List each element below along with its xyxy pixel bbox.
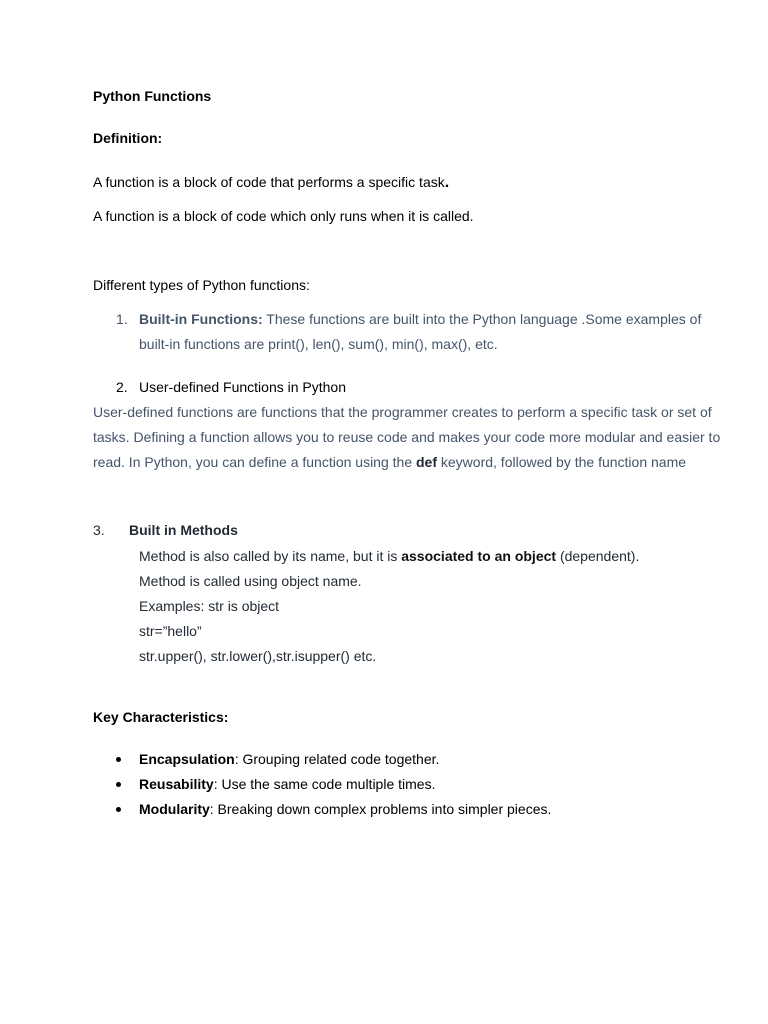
definition-heading: Definition:	[93, 130, 163, 146]
characteristic-desc: : Use the same code multiple times.	[213, 776, 436, 792]
methods-line-1	[139, 548, 639, 564]
builtin-functions-label: Built-in Functions:	[139, 311, 263, 327]
characteristic-term: Modularity	[139, 801, 210, 817]
characteristic-desc: : Grouping related code together.	[234, 751, 440, 767]
bullet-icon	[116, 757, 121, 762]
methods-line-1-bold: associated to an object	[401, 548, 557, 564]
builtin-methods-label: Built in Methods	[129, 522, 238, 538]
user-defined-para-line-3	[93, 454, 686, 470]
bullet-icon	[116, 782, 121, 787]
key-characteristics-heading: Key Characteristics:	[93, 709, 229, 725]
builtin-functions-text-2: built-in functions are print(), len(), sum(), min(), max(), etc.	[139, 336, 498, 352]
user-defined-para-line-3-a: read. In Python, you can define a function using the	[93, 454, 416, 470]
methods-line-1-a: Method is also called by its name, but it is	[139, 548, 402, 564]
list-item	[139, 776, 435, 792]
definition-line-1-text: A function is a block of code that performs a specific task	[93, 174, 445, 190]
user-defined-label: User-defined Functions in Python	[139, 379, 346, 395]
methods-line-2: Method is called using object name.	[139, 573, 362, 589]
methods-line-1-b: (dependent).	[556, 548, 640, 564]
def-keyword: def	[416, 454, 437, 470]
definition-line-1	[93, 174, 449, 191]
page-title: Python Functions	[93, 88, 212, 104]
user-defined-para-line-3-b: keyword, followed by the function name	[437, 454, 687, 470]
definition-line-1-period: .	[444, 174, 450, 191]
bullet-icon	[116, 807, 121, 812]
characteristic-desc: : Breaking down complex problems into simpler pieces.	[209, 801, 552, 817]
types-intro: Different types of Python functions:	[93, 277, 310, 293]
characteristic-term: Reusability	[139, 776, 214, 792]
list-number-3: 3.	[93, 522, 105, 538]
user-defined-para-line-1: User-defined functions are functions that the programmer creates to perform a specific task or set of	[93, 404, 712, 420]
builtin-functions-text-1: These functions are built into the Python language .Some examples of	[262, 311, 702, 327]
methods-line-4: str=”hello”	[139, 623, 202, 639]
characteristic-term: Encapsulation	[139, 751, 235, 767]
list-number-2: 2.	[116, 379, 128, 395]
methods-line-5: str.upper(), str.lower(),str.isupper() etc.	[139, 648, 377, 664]
methods-line-3: Examples: str is object	[139, 598, 280, 614]
builtin-functions-line-1	[139, 311, 701, 327]
definition-line-2: A function is a block of code which only runs when it is called.	[93, 208, 474, 224]
list-item	[139, 751, 439, 767]
user-defined-para-line-2: tasks. Defining a function allows you to reuse code and makes your code more modular and easier to	[93, 429, 721, 445]
list-item	[139, 801, 551, 817]
list-number-1: 1.	[116, 311, 128, 327]
